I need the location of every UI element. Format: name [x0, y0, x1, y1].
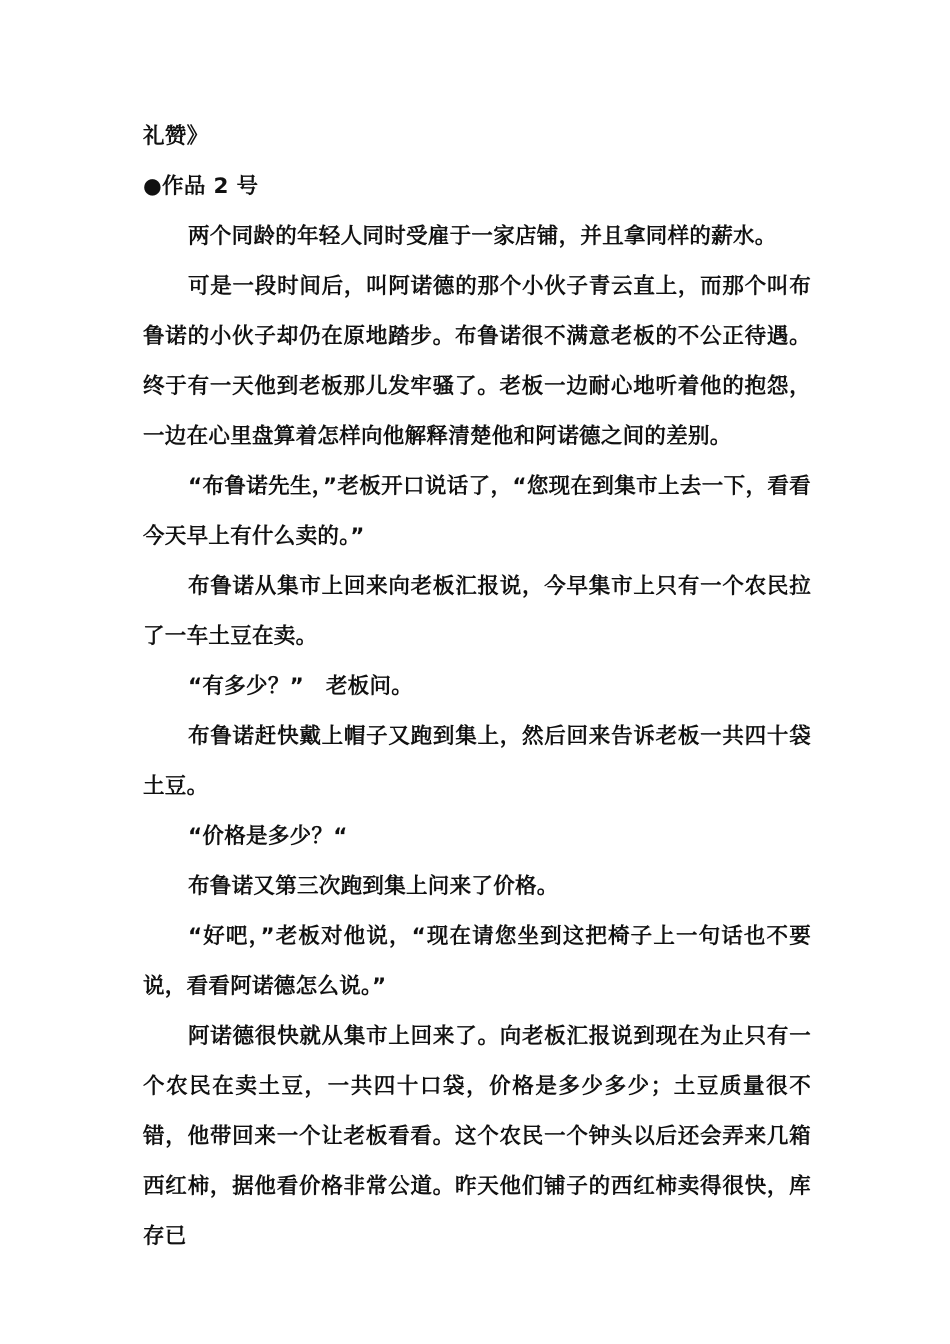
paragraph: “布鲁诺先生，”老板开口说话了，“您现在到集市上去一下，看看今天早上有什么卖的。” [143, 474, 811, 549]
paragraph: 两个同龄的年轻人同时受雇于一家店铺，并且拿同样的薪水。 [188, 224, 777, 249]
paragraph: “有多少？” 老板问。 [188, 674, 414, 699]
paragraph: “价格是多少？“ [188, 824, 348, 849]
paragraph: 布鲁诺又第三次跑到集上问来了价格。 [188, 874, 559, 899]
paragraph-title-tail: 礼赞》 [143, 124, 209, 149]
paragraph: 阿诺德很快就从集市上回来了。向老板汇报说到现在为止只有一个农民在卖土豆，一共四十口袋，价格是多少多少；土豆质量很不错，他带回来一个让老板看看。这个农民一个钟头以后还会弄来几箱西红柿，据他看价格非常公道。昨天他们铺子的西红柿卖得很快，库存已 [143, 1024, 811, 1249]
paragraph: 布鲁诺从集市上回来向老板汇报说，今早集市上只有一个农民拉了一车土豆在卖。 [143, 574, 811, 649]
paragraph: “好吧，”老板对他说，“现在请您坐到这把椅子上一句话也不要说，看看阿诺德怎么说。” [143, 924, 811, 999]
paragraph: 布鲁诺赶快戴上帽子又跑到集上，然后回来告诉老板一共四十袋土豆。 [143, 724, 811, 799]
paragraph: 可是一段时间后，叫阿诺德的那个小伙子青云直上，而那个叫布鲁诺的小伙子却仍在原地踏步。布鲁诺很不满意老板的不公正待遇。终于有一天他到老板那儿发牢骚了。老板一边耐心地听着他的抱怨，一边在心里盘算着怎样向他解释清楚他和阿诺德之间的差别。 [143, 274, 811, 449]
document-body [143, 112, 811, 1262]
paragraph-work-heading: ●作品 2 号 [143, 174, 259, 199]
